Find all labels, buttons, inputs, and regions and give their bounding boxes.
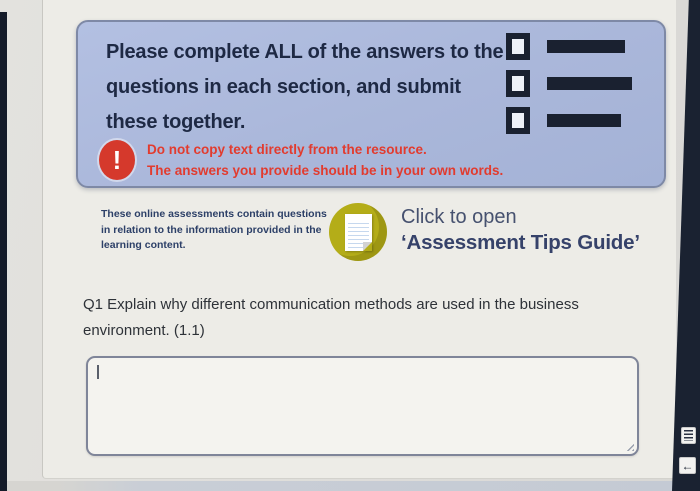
checkbox-icon bbox=[506, 70, 530, 97]
assessment-page-panel bbox=[42, 0, 676, 479]
checklist-row bbox=[506, 33, 632, 60]
warning-line-1: Do not copy text directly from the resource. bbox=[147, 142, 427, 157]
list-icon bbox=[684, 430, 693, 441]
answer-field-wrap bbox=[86, 356, 639, 456]
warning-text bbox=[147, 139, 503, 181]
instruction-heading: Please complete ALL of the answers to the questions in each section, and submit these together. bbox=[106, 41, 504, 133]
tips-note: These online assessments contain questions in relation to the information provided in the learning content. bbox=[101, 208, 327, 251]
left-arrow-icon: ← bbox=[681, 458, 694, 473]
tips-link-line2[interactable]: ‘Assessment Tips Guide’ bbox=[401, 231, 640, 254]
answer-textarea[interactable] bbox=[88, 358, 637, 454]
checkbox-icon bbox=[506, 107, 530, 134]
screen-right-bezel bbox=[672, 0, 700, 491]
checklist-bar bbox=[547, 114, 621, 127]
screen-left-bezel bbox=[0, 12, 7, 491]
list-button[interactable] bbox=[681, 427, 696, 444]
document-icon bbox=[345, 214, 372, 251]
question-q1-label: Q1 Explain why different communication methods are used in the business environment. (1.1) bbox=[83, 296, 579, 339]
text-cursor bbox=[97, 365, 99, 379]
screen-bottom-edge bbox=[0, 481, 700, 491]
document-fold bbox=[363, 242, 372, 251]
checklist-bar bbox=[547, 77, 632, 90]
document-circle-icon[interactable] bbox=[329, 203, 387, 261]
tips-link-line1[interactable]: Click to open bbox=[401, 206, 517, 228]
checkbox-icon bbox=[506, 33, 530, 60]
checklist-row bbox=[506, 107, 632, 134]
warning-row bbox=[99, 139, 503, 181]
checklist-icon bbox=[506, 33, 632, 144]
exclamation-circle-icon: ! bbox=[99, 140, 135, 180]
checklist-bar bbox=[547, 40, 625, 53]
assessment-tips-link[interactable] bbox=[401, 205, 640, 256]
checklist-row bbox=[506, 70, 632, 97]
back-button[interactable] bbox=[679, 457, 696, 474]
warning-line-2: The answers you provide should be in your own words. bbox=[147, 163, 504, 178]
instruction-box bbox=[76, 20, 666, 188]
